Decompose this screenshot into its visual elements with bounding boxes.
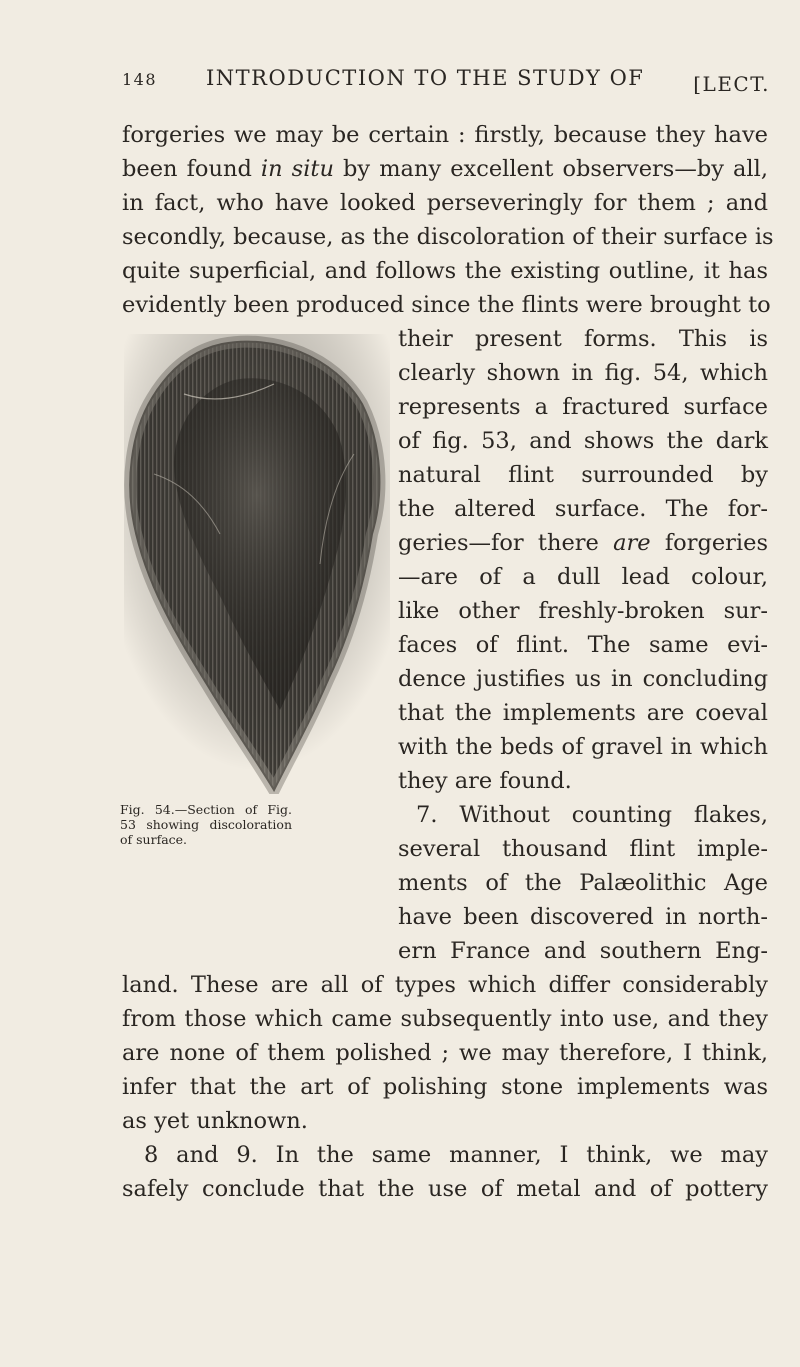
text-line: represents a fractured surface xyxy=(398,394,768,420)
text-line: from those which came subsequently into use, and they xyxy=(122,1006,768,1032)
text-line: geries—for there are forgeries xyxy=(398,530,768,556)
text-line: several thousand flint imple- xyxy=(398,836,768,862)
text-line: with the beds of gravel in which xyxy=(398,734,768,760)
text-line: ern France and southern Eng- xyxy=(398,938,768,964)
text-line: safely conclude that the use of metal and of pottery xyxy=(122,1176,768,1202)
text-line: faces of flint. The same evi- xyxy=(398,632,768,658)
text-line: natural flint surrounded by xyxy=(398,462,768,488)
text-line: of fig. 53, and shows the dark xyxy=(398,428,768,454)
text-line: evidently been produced since the flints were brought to xyxy=(122,292,771,318)
text-line: 7. Without counting flakes, xyxy=(416,802,768,828)
text-line: —are of a dull lead colour, xyxy=(398,564,768,590)
text-line: forgeries we may be certain : firstly, because they have xyxy=(122,122,768,148)
text-line: that the implements are coeval xyxy=(398,700,768,726)
text-line: like other freshly-broken sur- xyxy=(398,598,768,624)
text-line: 8 and 9. In the same manner, I think, we may xyxy=(144,1142,768,1168)
lecture-mark: [LECT. xyxy=(693,72,770,96)
figure-caption: Fig. 54.—Section of Fig. 53 showing discoloration of surface. xyxy=(120,802,292,847)
flint-section-illustration xyxy=(124,334,390,794)
text-line: are none of them polished ; we may therefore, I think, xyxy=(122,1040,768,1066)
text-line: in fact, who have looked perseveringly for them ; and xyxy=(122,190,768,216)
text-line: the altered surface. The for- xyxy=(398,496,768,522)
text-line: quite superficial, and follows the existing outline, it has xyxy=(122,258,768,284)
text-line: have been discovered in north- xyxy=(398,904,768,930)
text-line: their present forms. This is xyxy=(398,326,768,352)
text-line: infer that the art of polishing stone implements was xyxy=(122,1074,768,1100)
text-line: clearly shown in fig. 54, which xyxy=(398,360,768,386)
text-line: land. These are all of types which differ considerably xyxy=(122,972,768,998)
text-line: dence justifies us in concluding xyxy=(398,666,768,692)
text-line: ments of the Palæolithic Age xyxy=(398,870,768,896)
text-line: as yet unknown. xyxy=(122,1108,308,1134)
text-line: they are found. xyxy=(398,768,572,794)
text-line: been found in situ by many excellent observers—by all, xyxy=(122,156,768,182)
running-header xyxy=(122,66,770,102)
page-number: 148 xyxy=(122,70,158,89)
running-title: INTRODUCTION TO THE STUDY OF xyxy=(206,66,645,90)
text-line: secondly, because, as the discoloration of their surface is xyxy=(122,224,774,250)
